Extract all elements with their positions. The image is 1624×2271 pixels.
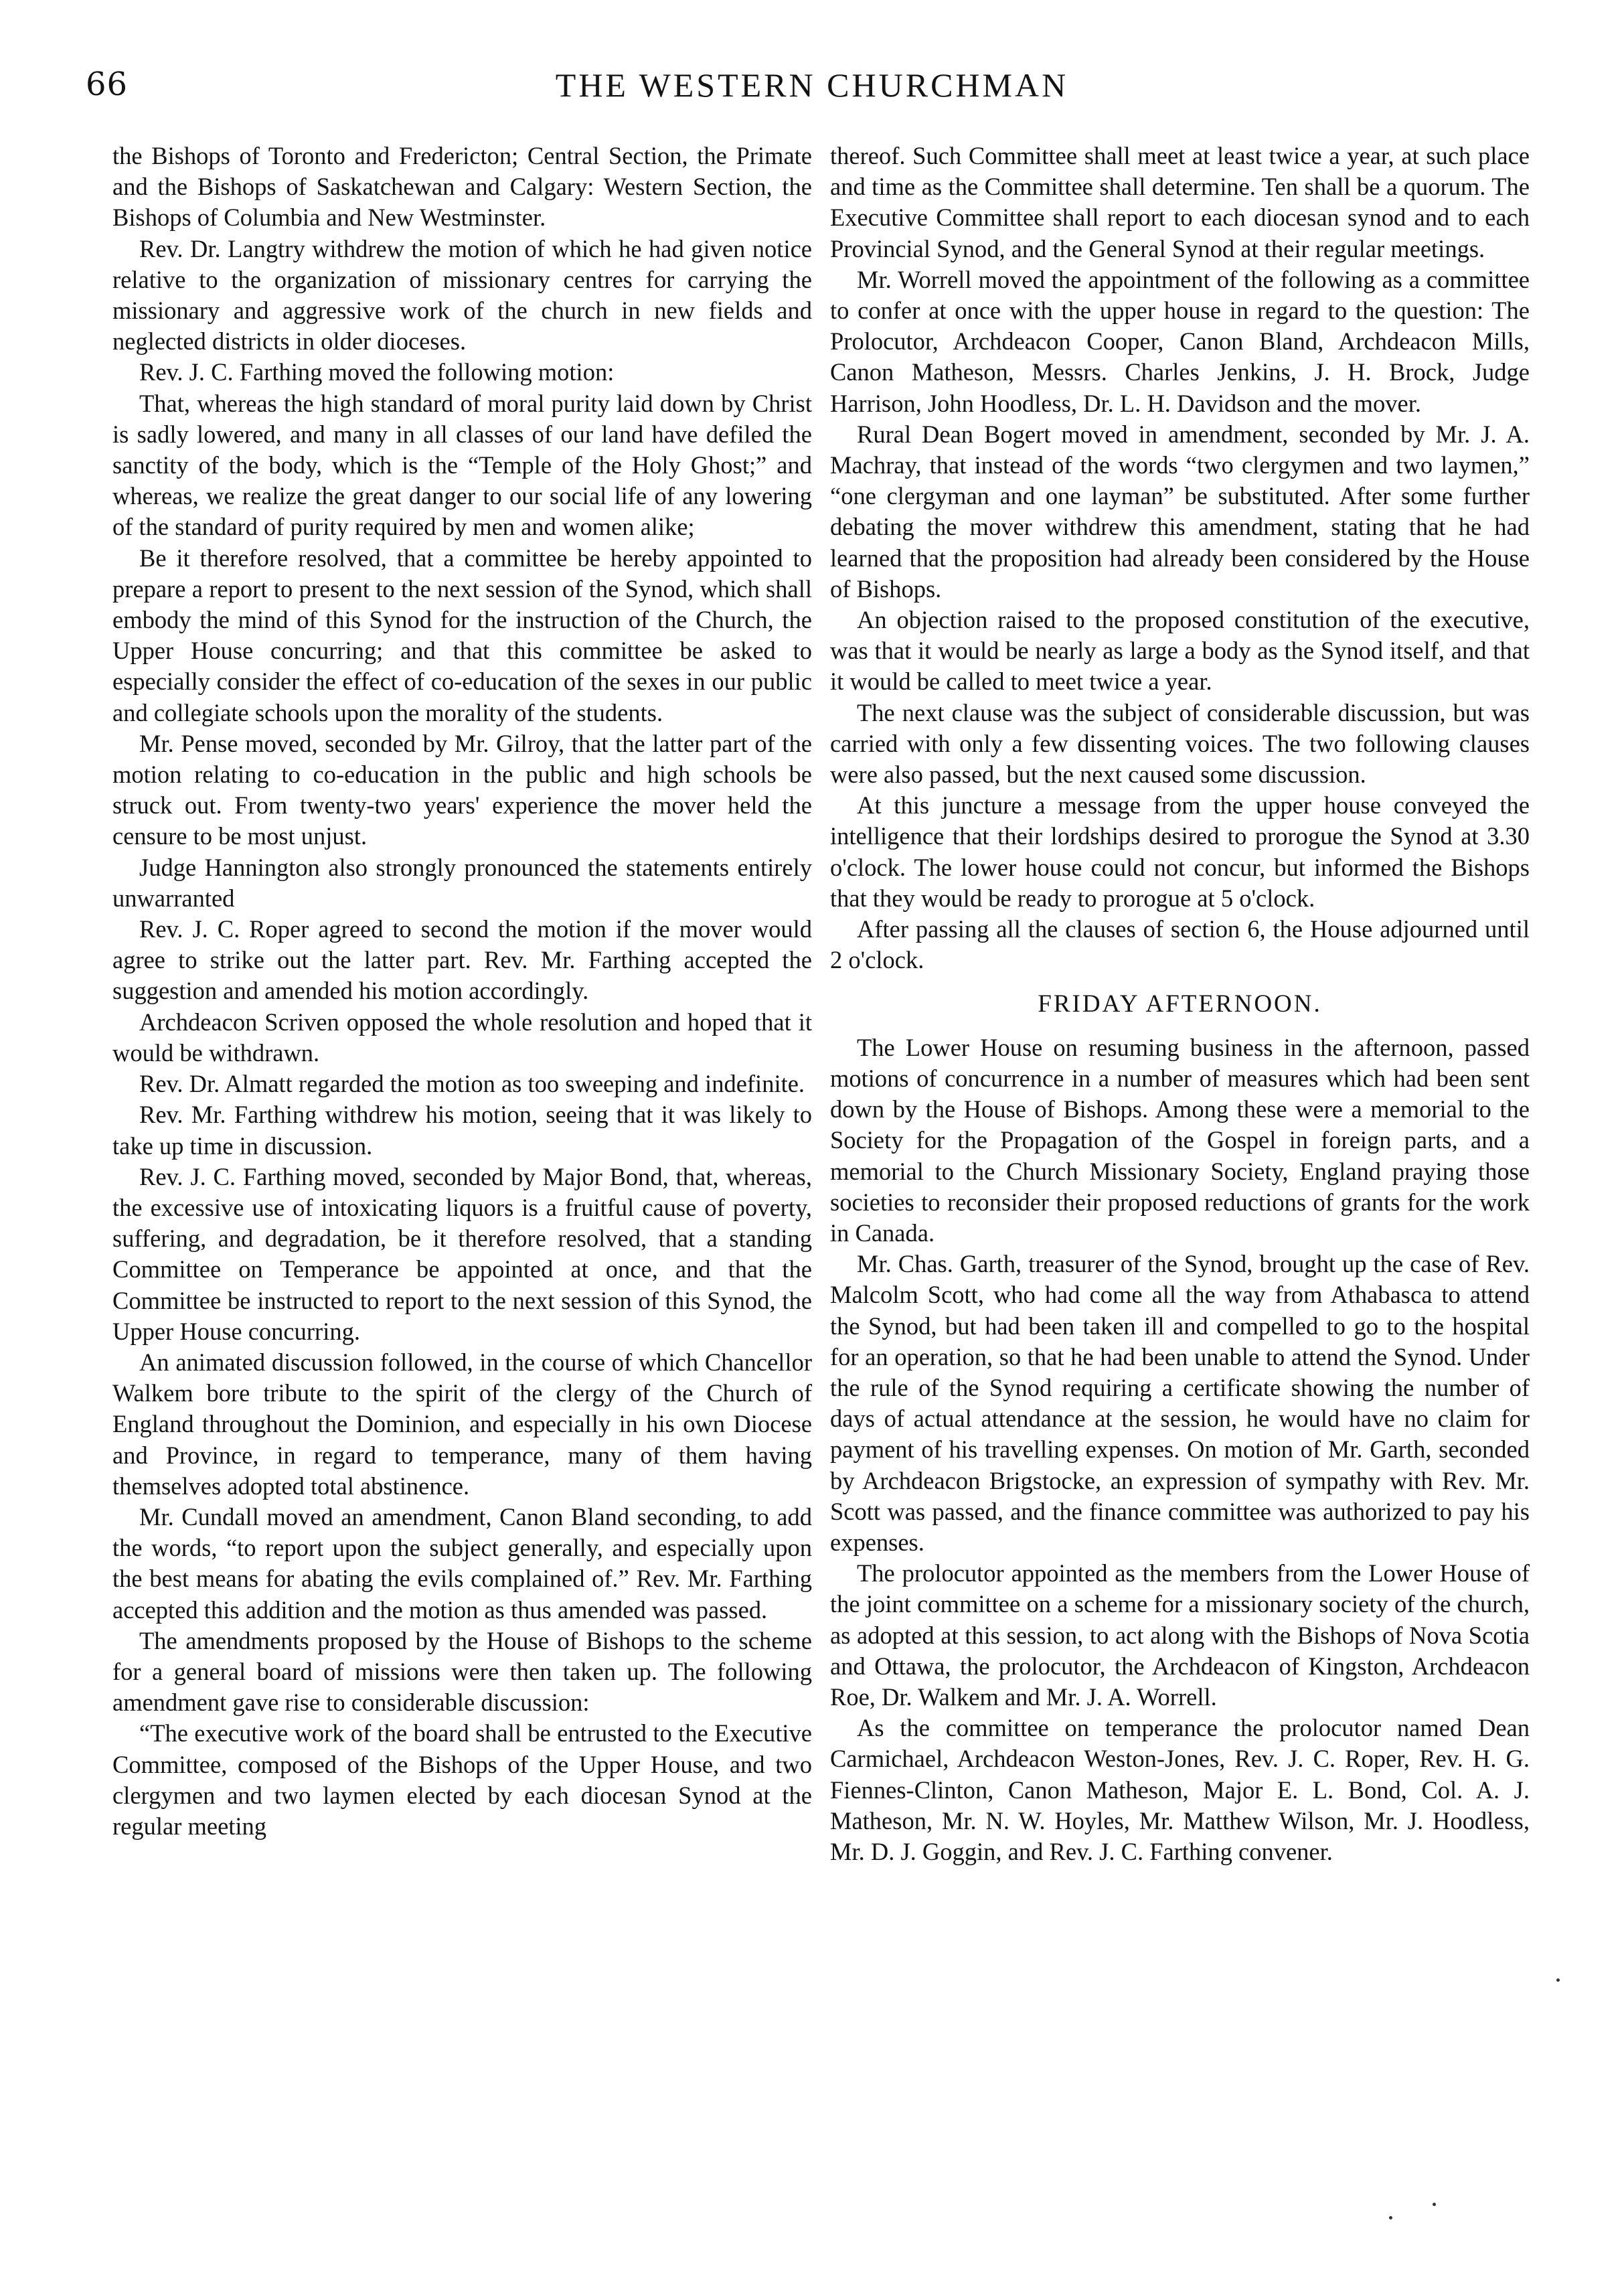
paragraph: The Lower House on resuming business in the afternoon, passed motions of concurrence in a number of measures which had been sent down by the House of Bishops. Among these were a memorial to the Society for the Propagation of the Gospel in foreign parts, and a memorial to the Church Missionary Society, England praying those societies to reconsider their proposed reductions of grants for the work in Canada. [830,1033,1530,1247]
paragraph: “The executive work of the board shall be entrusted to the Executive Committee, composed of the Bishops of the Upper House, and two clergymen and two laymen elected by each diocesan Synod at the regular meeting [112,1719,812,1840]
paragraph: Judge Hannington also strongly pronounced the statements entirely unwarranted [112,853,812,912]
page-number: 66 [86,66,129,103]
paragraph: The next clause was the subject of considerable discussion, but was carried with only a few dissenting voices. The two following clauses were also passed, but the next caused some discussion. [830,698,1530,789]
paragraph: Be it therefore resolved, that a committee be hereby appointed to prepare a report to present to the next session of the Synod, which shall embody the mind of this Synod for the instruction of the Church, the Upper House concurring; and that this committee be asked to especially consider the effect of co-education of the sexes in our public and collegiate schools upon the morality of the students. [112,544,812,726]
paragraph: Rev. Mr. Farthing withdrew his motion, seeing that it was likely to take up time in discussion. [112,1101,812,1160]
paragraph: Rev. J. C. Farthing moved, seconded by Major Bond, that, whereas, the excessive use of intoxicating liquors is a fruitful cause of poverty, suffering, and degradation, be it therefore resolved, that a standing Committee on Temperance be appointed at once, and that the Committee be instructed to report to the next session of this Synod, the Upper House concurring. [112,1162,812,1345]
paragraph: thereof. Such Committee shall meet at least twice a year, at such place and time as the Committee shall determine. Ten shall be a quorum. The Executive Committee shall report to each diocesan synod and to each Provincial Synod, and the General Synod at their regular meetings. [830,142,1530,262]
paragraph: The prolocutor appointed as the members from the Lower House of the joint committee on a scheme for a missionary society of the church, as adopted at this session, to act along with the Bishops of Nova Scotia and Ottawa, the prolocutor, the Archdeacon of Kingston, Archdeacon Roe, Dr. Walkem and Mr. J. A. Worrell. [830,1559,1530,1711]
paragraph: Rev. Dr. Almatt regarded the motion as too sweeping and indefinite. [139,1070,805,1098]
section-heading: FRIDAY AFTERNOON. [1038,990,1322,1018]
paragraph: Mr. Worrell moved the appointment of the following as a committee to confer at once with the upper house in regard to the question: The Prolocutor, Archdeacon Cooper, Canon Bland, Archdeacon Mills, Canon Matheson, Messrs. Charles Jenkins, J. H. Brock, Judge Harrison, John Hoodless, Dr. L. H. Davidson and the mover. [830,265,1530,417]
paragraph: the Bishops of Toronto and Fredericton; Central Section, the Primate and the Bishops of Saskatchewan and Calgary: Western Section, the Bishops of Columbia and New Westminster. [112,142,812,232]
paragraph: Rev. J. C. Roper agreed to second the motion if the mover would agree to strike out the latter part. Rev. Mr. Farthing accepted the suggestion and amended his motion accordingly. [112,915,812,1005]
paragraph: Rev. J. C. Farthing moved the following motion: [139,358,615,386]
paragraph: The amendments proposed by the House of Bishops to the scheme for a general board of missions were then taken up. The following amendment gave rise to considerable discussion: [112,1626,812,1717]
print-speck [1556,1978,1560,1982]
paragraph: Mr. Cundall moved an amendment, Canon Bland seconding, to add the words, “to report upon the subject generally, and especially upon the best means for abating the evils complained of.” Rev. Mr. Farthing accepted this addition and the motion as thus amended was passed. [112,1502,812,1624]
paragraph: Mr. Pense moved, seconded by Mr. Gilroy, that the latter part of the motion relating to co-education in the public and high schools be struck out. From twenty-two years' experience the mover held the censure to be most unjust. [112,729,812,850]
print-speck [1389,2216,1392,2219]
paragraph: As the committee on temperance the prolocutor named Dean Carmichael, Archdeacon Weston-Jones, Rev. J. C. Roper, Rev. H. G. Fiennes-Clinton, Canon Matheson, Major E. L. Bond, Col. A. J. Matheson, Mr. N. W. Hoyles, Mr. Matthew Wilson, Mr. J. Hoodless, Mr. D. J. Goggin, and Rev. J. C. Farthing convener. [830,1714,1530,1865]
paragraph: After passing all the clauses of section 6, the House adjourned until 2 o'clock. [830,915,1530,974]
paragraph: Rev. Dr. Langtry withdrew the motion of which he had given notice relative to the organization of missionary centres for carrying the missionary and aggressive work of the church in new fields and neglected districts in older dioceses. [112,234,812,356]
left-column [112,141,812,1842]
paragraph: That, whereas the high standard of moral purity laid down by Christ is sadly lowered, and many in all classes of our land have defiled the sanctity of the body, which is the “Temple of the Holy Ghost;” and whereas, we realize the great danger to our social life of any lowering of the standard of purity required by men and women alike; [112,389,812,541]
page-header [86,66,1538,119]
paragraph: Mr. Chas. Garth, treasurer of the Synod, brought up the case of Rev. Malcolm Scott, who had come all the way from Athabasca to attend the Synod, but had been taken ill and compelled to go to the hospital for an operation, so that he had been unable to attend the Synod. Under the rule of the Synod requiring a certificate showing the number of days of actual attendance at the session, he would have no claim for payment of his travelling expenses. On motion of Mr. Garth, seconded by Archdeacon Brigstocke, an expression of sympathy with Rev. Mr. Scott was passed, and the finance committee was authorized to pay his expenses. [830,1250,1530,1556]
paragraph: Archdeacon Scriven opposed the whole resolution and hoped that it would be withdrawn. [112,1008,812,1067]
paragraph: An animated discussion followed, in the course of which Chancellor Walkem bore tribute to the spirit of the clergy of the Church of England throughout the Dominion, and especially in his own Diocese and Province, in regard to temperance, many of them having themselves adopted total abstinence. [112,1348,812,1500]
running-title: THE WESTERN CHURCHMAN [555,66,1069,104]
right-column [830,141,1530,1867]
paragraph: An objection raised to the proposed constitution of the executive, was that it would be nearly as large a body as the Synod itself, and that it would be called to meet twice a year. [830,606,1530,696]
paragraph: At this juncture a message from the upper house conveyed the intelligence that their lordships desired to prorogue the Synod at 3.30 o'clock. The lower house could not concur, but informed the Bishops that they would be ready to prorogue at 5 o'clock. [830,791,1530,912]
paragraph: Rural Dean Bogert moved in amendment, seconded by Mr. J. A. Machray, that instead of the words “two clergymen and two laymen,” “one clergyman and one layman” be substituted. After some further debating the mover withdrew this amendment, stating that he had learned that the proposition had already been considered by the House of Bishops. [830,420,1530,603]
print-speck [1433,2203,1436,2206]
